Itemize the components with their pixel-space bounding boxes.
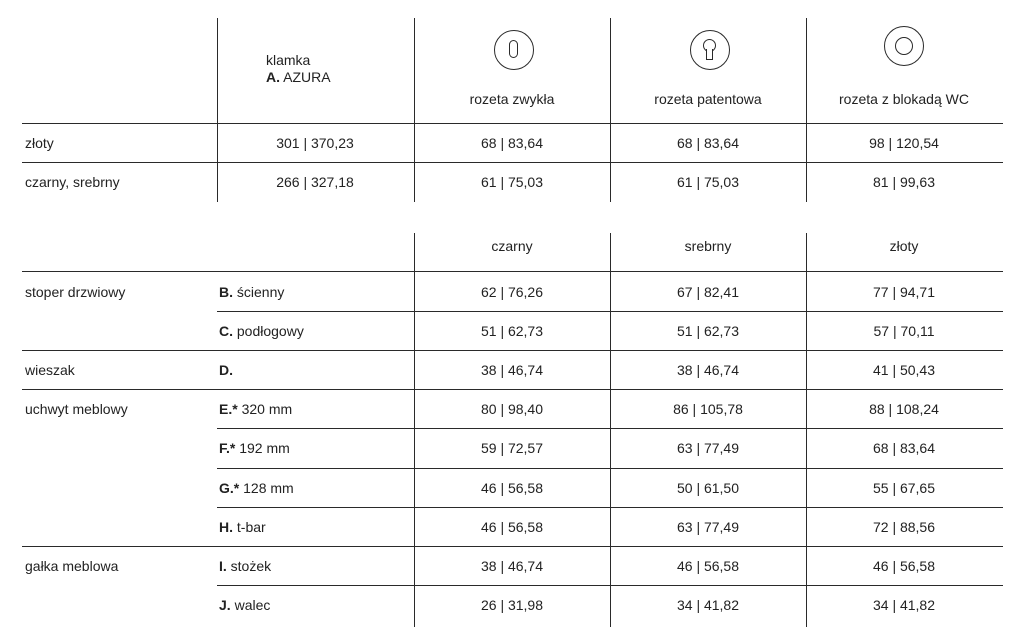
price-cell: 63 | 77,49 [676, 519, 740, 535]
column-header-rozeta-patentowa: rozeta patentowa [654, 91, 762, 107]
item-label [219, 558, 271, 574]
divider [414, 233, 415, 627]
price-cell: 59 | 72,57 [480, 440, 544, 456]
price-cell: 38 | 46,74 [480, 362, 544, 378]
item-label [219, 480, 294, 496]
divider [217, 585, 1003, 586]
price-cell: 34 | 41,82 [676, 597, 740, 613]
item-label [219, 401, 292, 417]
item-code: C. [219, 323, 233, 339]
price-cell: 266 | 327,18 [276, 174, 354, 190]
price-cell: 80 | 98,40 [480, 401, 544, 417]
divider [22, 389, 1003, 390]
divider [414, 18, 415, 202]
column-header-rozeta-zwykla: rozeta zwykła [469, 91, 555, 107]
price-cell: 46 | 56,58 [872, 558, 936, 574]
price-cell: 41 | 50,43 [872, 362, 936, 378]
price-cell: 88 | 108,24 [869, 401, 939, 417]
item-code: F.* [219, 440, 236, 456]
item-label [219, 323, 304, 339]
price-cell: 62 | 76,26 [480, 284, 544, 300]
price-cell: 68 | 83,64 [872, 440, 936, 456]
product-name-row [266, 69, 331, 85]
wc-lock-icon [884, 26, 924, 66]
price-cell: 61 | 75,03 [480, 174, 544, 190]
divider [22, 123, 1003, 124]
item-name: ścienny [236, 284, 285, 300]
divider [22, 162, 1003, 163]
price-cell: 38 | 46,74 [480, 558, 544, 574]
price-cell: 26 | 31,98 [480, 597, 544, 613]
price-cell: 46 | 56,58 [676, 558, 740, 574]
item-label [219, 284, 284, 300]
divider [22, 271, 1003, 272]
oval-keyhole-icon [494, 30, 534, 70]
row-label: złoty [25, 135, 54, 151]
price-cell: 50 | 61,50 [676, 480, 740, 496]
item-name: t-bar [236, 519, 266, 535]
item-name: 320 mm [241, 401, 293, 417]
divider [806, 233, 807, 627]
divider [217, 18, 218, 202]
item-code: B. [219, 284, 233, 300]
item-label [219, 519, 266, 535]
group-label: uchwyt meblowy [25, 401, 128, 417]
item-name: 128 mm [243, 480, 294, 496]
column-header-zloty: złoty [889, 238, 919, 254]
item-label [219, 440, 290, 456]
item-name: walec [234, 597, 271, 613]
price-cell: 34 | 41,82 [872, 597, 936, 613]
item-name: podłogowy [236, 323, 304, 339]
price-cell: 51 | 62,73 [480, 323, 544, 339]
price-cell: 98 | 120,54 [869, 135, 939, 151]
price-cell: 46 | 56,58 [480, 519, 544, 535]
divider [22, 546, 1003, 547]
divider [217, 468, 1003, 469]
price-cell: 46 | 56,58 [480, 480, 544, 496]
price-cell: 55 | 67,65 [872, 480, 936, 496]
price-cell: 77 | 94,71 [872, 284, 936, 300]
price-cell: 301 | 370,23 [276, 135, 354, 151]
group-label: stoper drzwiowy [25, 284, 126, 300]
product-type: klamka [266, 52, 311, 68]
item-code: H. [219, 519, 233, 535]
divider [806, 18, 807, 202]
price-cell: 68 | 83,64 [676, 135, 740, 151]
item-code: I. [219, 558, 227, 574]
column-header-srebrny: srebrny [684, 238, 732, 254]
item-code: G.* [219, 480, 240, 496]
column-header-rozeta-wc: rozeta z blokadą WC [839, 91, 969, 107]
price-cell: 86 | 105,78 [673, 401, 743, 417]
cylinder-keyhole-icon [690, 30, 730, 70]
row-label: czarny, srebrny [25, 174, 120, 190]
item-label [219, 597, 270, 613]
price-cell: 61 | 75,03 [676, 174, 740, 190]
price-cell: 38 | 46,74 [676, 362, 740, 378]
price-cell: 57 | 70,11 [873, 323, 935, 339]
item-code: J. [219, 597, 231, 613]
price-cell: 67 | 82,41 [676, 284, 740, 300]
item-name: 192 mm [239, 440, 290, 456]
divider [217, 428, 1003, 429]
product-code: A. [266, 69, 280, 85]
divider [22, 350, 1003, 351]
item-code: D. [219, 362, 233, 378]
divider [610, 233, 611, 627]
divider [217, 507, 1003, 508]
column-header-czarny: czarny [491, 238, 533, 254]
divider [217, 311, 1003, 312]
item-label [219, 362, 233, 378]
price-cell: 81 | 99,63 [872, 174, 936, 190]
price-cell: 63 | 77,49 [676, 440, 740, 456]
price-cell: 51 | 62,73 [676, 323, 740, 339]
item-code: E.* [219, 401, 238, 417]
price-cell: 72 | 88,56 [872, 519, 936, 535]
group-label: gałka meblowa [25, 558, 119, 574]
item-name: stożek [230, 558, 272, 574]
product-name: AZURA [283, 69, 331, 85]
divider [610, 18, 611, 202]
group-label: wieszak [25, 362, 75, 378]
price-cell: 68 | 83,64 [480, 135, 544, 151]
